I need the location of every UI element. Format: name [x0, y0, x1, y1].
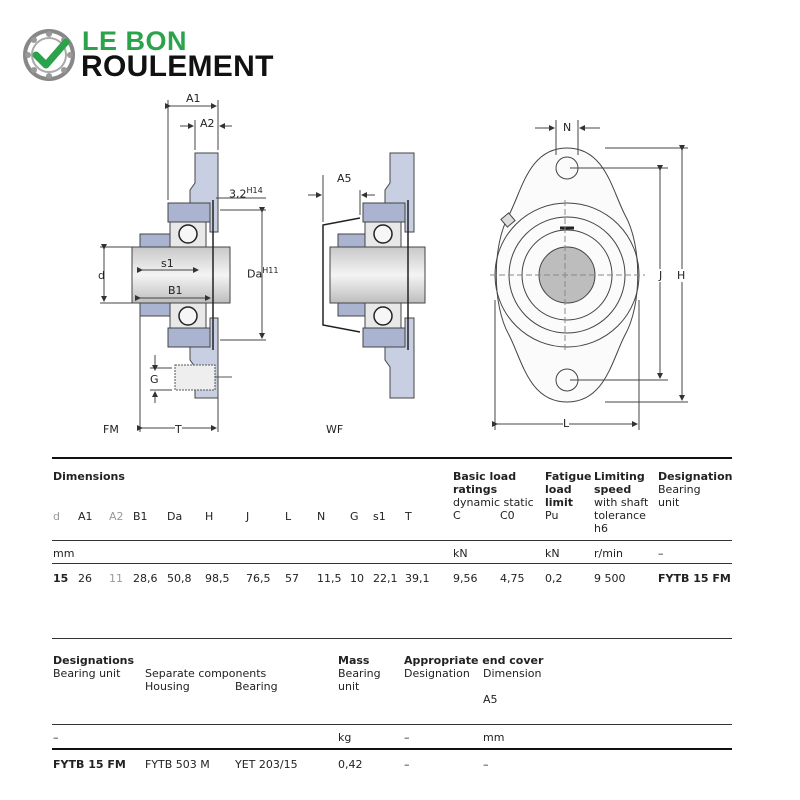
- val-l: 57: [285, 572, 299, 585]
- fm-grease-nipple: [175, 365, 215, 390]
- col-s1: s1: [373, 510, 386, 523]
- mass-heading-2: Bearing: [338, 667, 381, 680]
- unit-speed: r/min: [594, 547, 623, 560]
- limiting-heading-5: h6: [594, 522, 608, 535]
- limiting-heading-3: with shaft: [594, 496, 649, 509]
- fm-collar-top: [140, 234, 170, 247]
- limiting-heading-4: tolerance: [594, 509, 646, 522]
- val-c: 9,56: [453, 572, 478, 585]
- limiting-heading-2: speed: [594, 483, 632, 496]
- val-j: 76,5: [246, 572, 271, 585]
- bearing-check-icon: [22, 28, 76, 82]
- wf-shaft: [330, 247, 425, 303]
- unit2-unit: –: [53, 731, 59, 744]
- fm-housing-body-top: [168, 203, 210, 222]
- table1-top-rule: [52, 457, 732, 459]
- label-s3: $3,2^{H14}$: [229, 186, 263, 201]
- col-pu: Pu: [545, 509, 559, 522]
- fatigue-heading-2: load: [545, 483, 572, 496]
- col-d: d: [53, 510, 60, 523]
- brand-logo: [22, 28, 302, 84]
- designation-heading-2: Bearing: [658, 483, 701, 496]
- col-a2: A2: [109, 510, 124, 523]
- wf-side-view: [308, 153, 425, 398]
- unit-designation: –: [658, 547, 664, 560]
- label-fm: FM: [103, 423, 119, 436]
- col-g: G: [350, 510, 359, 523]
- col-a1: A1: [78, 510, 93, 523]
- val2-dim: –: [483, 758, 489, 771]
- fm-ball-top: [179, 225, 197, 243]
- unit-mm: mm: [53, 547, 75, 560]
- table1-header-rule: [52, 540, 732, 541]
- dimensions-heading: Dimensions: [53, 470, 125, 483]
- val2-housing: FYTB 503 M: [145, 758, 210, 771]
- designations-heading: Designations: [53, 654, 135, 667]
- label-a2: A2: [200, 117, 215, 130]
- brand-line2: ROULEMENT: [81, 50, 274, 83]
- basic-load-sub: dynamic static: [453, 496, 534, 509]
- fm-side-view: [100, 100, 266, 432]
- mass-heading-3: unit: [338, 680, 360, 693]
- fatigue-heading-1: Fatigue: [545, 470, 592, 483]
- label-h: H: [677, 269, 686, 282]
- unit-kn-fatigue: kN: [545, 547, 560, 560]
- val2-unit: FYTB 15 FM: [53, 758, 126, 771]
- col-l: L: [285, 510, 292, 523]
- end-cover-heading: Appropriate end cover: [404, 654, 544, 667]
- label-a1: A1: [186, 92, 201, 105]
- designation-heading-1: Designation: [658, 470, 733, 483]
- basic-load-heading-2: ratings: [453, 483, 498, 496]
- val-d: 15: [53, 572, 69, 585]
- bearing-unit-heading: Bearing unit: [53, 667, 121, 680]
- separate-components-heading: Separate components: [145, 667, 267, 680]
- designation-heading-3: unit: [658, 496, 680, 509]
- end-cover-a5: A5: [483, 693, 498, 706]
- housing-heading: Housing: [145, 680, 190, 693]
- unit-kn-load: kN: [453, 547, 468, 560]
- table2-unit-rule: [52, 748, 732, 750]
- col-da: Da: [167, 510, 183, 523]
- label-s1: s1: [161, 257, 174, 270]
- col-j: J: [246, 510, 250, 523]
- table2-top-rule: [52, 638, 732, 639]
- col-t: T: [405, 510, 412, 523]
- col-n: N: [317, 510, 326, 523]
- unit2-mass: kg: [338, 731, 352, 744]
- val2-cover: –: [404, 758, 410, 771]
- val-c0: 4,75: [500, 572, 525, 585]
- end-cover-dimension: Dimension: [483, 667, 542, 680]
- label-b1: B1: [168, 284, 183, 297]
- val2-bearing: YET 203/15: [235, 758, 298, 771]
- unit2-dim: mm: [483, 731, 505, 744]
- bearing-heading: Bearing: [235, 680, 278, 693]
- fm-ball-bottom: [179, 307, 197, 325]
- val-designation: FYTB 15 FM: [658, 572, 731, 585]
- table1-unit-rule: [52, 563, 732, 564]
- col-h: H: [205, 510, 214, 523]
- label-d: d: [98, 269, 105, 282]
- unit2-cover: –: [404, 731, 410, 744]
- col-b1: B1: [133, 510, 148, 523]
- fatigue-heading-3: limit: [545, 496, 574, 509]
- col-c0: C0: [500, 509, 515, 522]
- val-b1: 28,6: [133, 572, 158, 585]
- label-n: N: [563, 121, 572, 134]
- technical-drawing: [0, 80, 800, 450]
- val-g: 10: [350, 572, 364, 585]
- col-c: C: [453, 509, 461, 522]
- brand-line1: LE BON: [82, 26, 188, 56]
- end-cover-designation: Designation: [404, 667, 470, 680]
- val2-mass: 0,42: [338, 758, 363, 771]
- val-a2: 11: [109, 572, 123, 585]
- basic-load-heading-1: Basic load: [453, 470, 517, 483]
- label-j: J: [659, 269, 663, 282]
- label-a5: A5: [337, 172, 352, 185]
- fm-housing-body-bottom: [168, 328, 210, 347]
- limiting-heading-1: Limiting: [594, 470, 645, 483]
- val-da: 50,8: [167, 572, 192, 585]
- table2-header-rule: [52, 724, 732, 725]
- mass-heading-1: Mass: [338, 654, 370, 667]
- val-t: 39,1: [405, 572, 430, 585]
- val-s1: 22,1: [373, 572, 398, 585]
- val-n: 11,5: [317, 572, 342, 585]
- label-t: T: [175, 423, 182, 436]
- label-g: G: [150, 373, 159, 386]
- val-speed: 9 500: [594, 572, 626, 585]
- val-a1: 26: [78, 572, 92, 585]
- label-wf: WF: [326, 423, 344, 436]
- val-pu: 0,2: [545, 572, 563, 585]
- val-h: 98,5: [205, 572, 230, 585]
- fm-collar-bottom: [140, 303, 170, 316]
- label-l: L: [563, 417, 570, 430]
- label-da: $Da^{H11}$: [247, 266, 279, 281]
